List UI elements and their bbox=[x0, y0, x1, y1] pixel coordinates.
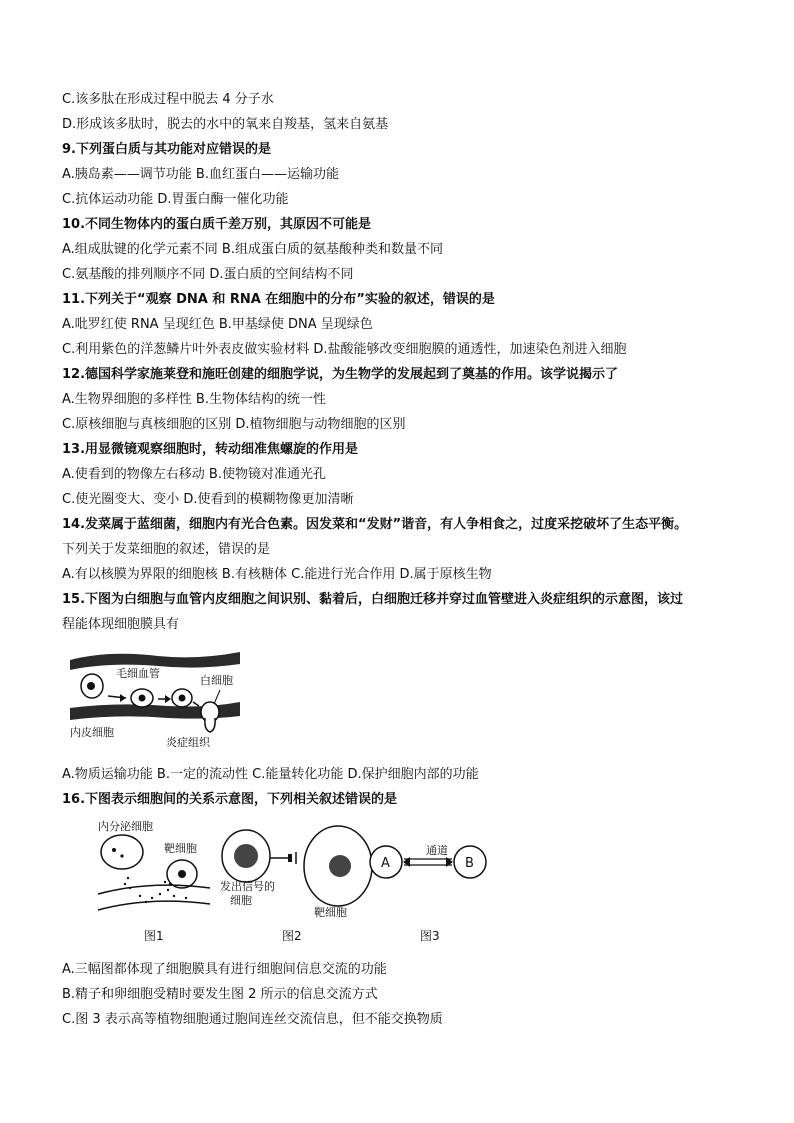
option-line: A.物质运输功能 B.一定的流动性 C.能量转化功能 D.保护细胞内部的功能 bbox=[62, 767, 479, 782]
label-channel: 通道 bbox=[426, 844, 448, 857]
option-line: C.原核细胞与真核细胞的区别 D.植物细胞与动物细胞的区别 bbox=[62, 417, 406, 432]
question-11: 11.下列关于“观察 DNA 和 RNA 在细胞中的分布”实验的叙述，错误的是 bbox=[62, 292, 495, 307]
question-14-cont: 下列关于发菜细胞的叙述，错误的是 bbox=[62, 542, 271, 557]
figure-leukocyte-migration bbox=[68, 646, 244, 750]
option-line: C.使光圈变大、变小 D.使看到的模糊物像更加清晰 bbox=[62, 492, 354, 507]
option-line: D.形成该多肽时，脱去的水中的氧来自羧基，氢来自氨基 bbox=[62, 117, 389, 132]
question-10: 10.不同生物体内的蛋白质千差万别，其原因不可能是 bbox=[62, 217, 372, 232]
label-target-2: 靶细胞 bbox=[314, 906, 347, 919]
question-15: 15.下图为白细胞与血管内皮细胞之间识别、黏着后，白细胞迁移并穿过血管壁进入炎症组织的示意图，该过 bbox=[62, 592, 684, 607]
option-line: A.生物界细胞的多样性 B.生物体结构的统一性 bbox=[62, 392, 326, 407]
option-line: A.三幅图都体现了细胞膜具有进行细胞间信息交流的功能 bbox=[62, 962, 387, 977]
label-sender-cont: 细胞 bbox=[230, 894, 252, 907]
label-target-1: 靶细胞 bbox=[164, 842, 197, 855]
label-cell-a: A bbox=[381, 856, 390, 871]
label-inflamed: 炎症组织 bbox=[166, 736, 210, 749]
caption-fig-3: 图3 bbox=[420, 929, 440, 943]
label-endocrine: 内分泌细胞 bbox=[98, 820, 153, 833]
option-line: C.利用紫色的洋葱鳞片叶外表皮做实验材料 D.盐酸能够改变细胞膜的通透性，加速染色剂进入细胞 bbox=[62, 342, 627, 357]
question-14: 14.发菜属于蓝细菌，细胞内有光合色素。因发菜和“发财”谐音，有人争相食之，过度采挖破坏了生态平衡。 bbox=[62, 517, 688, 532]
label-capillary: 毛细血管 bbox=[116, 667, 160, 680]
label-endothelial: 内皮细胞 bbox=[70, 726, 114, 739]
option-line: A.组成肽键的化学元素不同 B.组成蛋白质的氨基酸种类和数量不同 bbox=[62, 242, 443, 257]
question-13: 13.用显微镜观察细胞时，转动细准焦螺旋的作用是 bbox=[62, 442, 359, 457]
question-9: 9.下列蛋白质与其功能对应错误的是 bbox=[62, 142, 271, 157]
option-line: B.精子和卵细胞受精时要发生图 2 所示的信息交流方式 bbox=[62, 987, 378, 1002]
caption-fig-2: 图2 bbox=[282, 929, 302, 943]
question-12: 12.德国科学家施莱登和施旺创建的细胞学说，为生物学的发展起到了奠基的作用。该学说揭示了 bbox=[62, 367, 619, 382]
figure-cell-communication bbox=[70, 818, 490, 948]
label-cell-b: B bbox=[465, 856, 474, 871]
question-15-cont: 程能体现细胞膜具有 bbox=[62, 617, 180, 632]
option-line: A.使看到的物像左右移动 B.使物镜对准通光孔 bbox=[62, 467, 326, 482]
option-line: C.抗体运动功能 D.胃蛋白酶一催化功能 bbox=[62, 192, 289, 207]
label-white-cell: 白细胞 bbox=[200, 674, 233, 687]
option-line: A.吡罗红使 RNA 呈现红色 B.甲基绿使 DNA 呈现绿色 bbox=[62, 317, 373, 332]
question-16: 16.下图表示细胞间的关系示意图，下列相关叙述错误的是 bbox=[62, 792, 398, 807]
option-line: C.图 3 表示高等植物细胞通过胞间连丝交流信息，但不能交换物质 bbox=[62, 1012, 443, 1027]
caption-fig-1: 图1 bbox=[144, 929, 164, 943]
option-line: A.胰岛素——调节功能 B.血红蛋白——运输功能 bbox=[62, 167, 339, 182]
option-line: A.有以核膜为界限的细胞核 B.有核糖体 C.能进行光合作用 D.属于原核生物 bbox=[62, 567, 492, 582]
option-line: C.氨基酸的排列顺序不同 D.蛋白质的空间结构不同 bbox=[62, 267, 354, 282]
label-sender: 发出信号的 bbox=[220, 880, 275, 893]
option-line: C.该多肽在形成过程中脱去 4 分子水 bbox=[62, 92, 274, 107]
